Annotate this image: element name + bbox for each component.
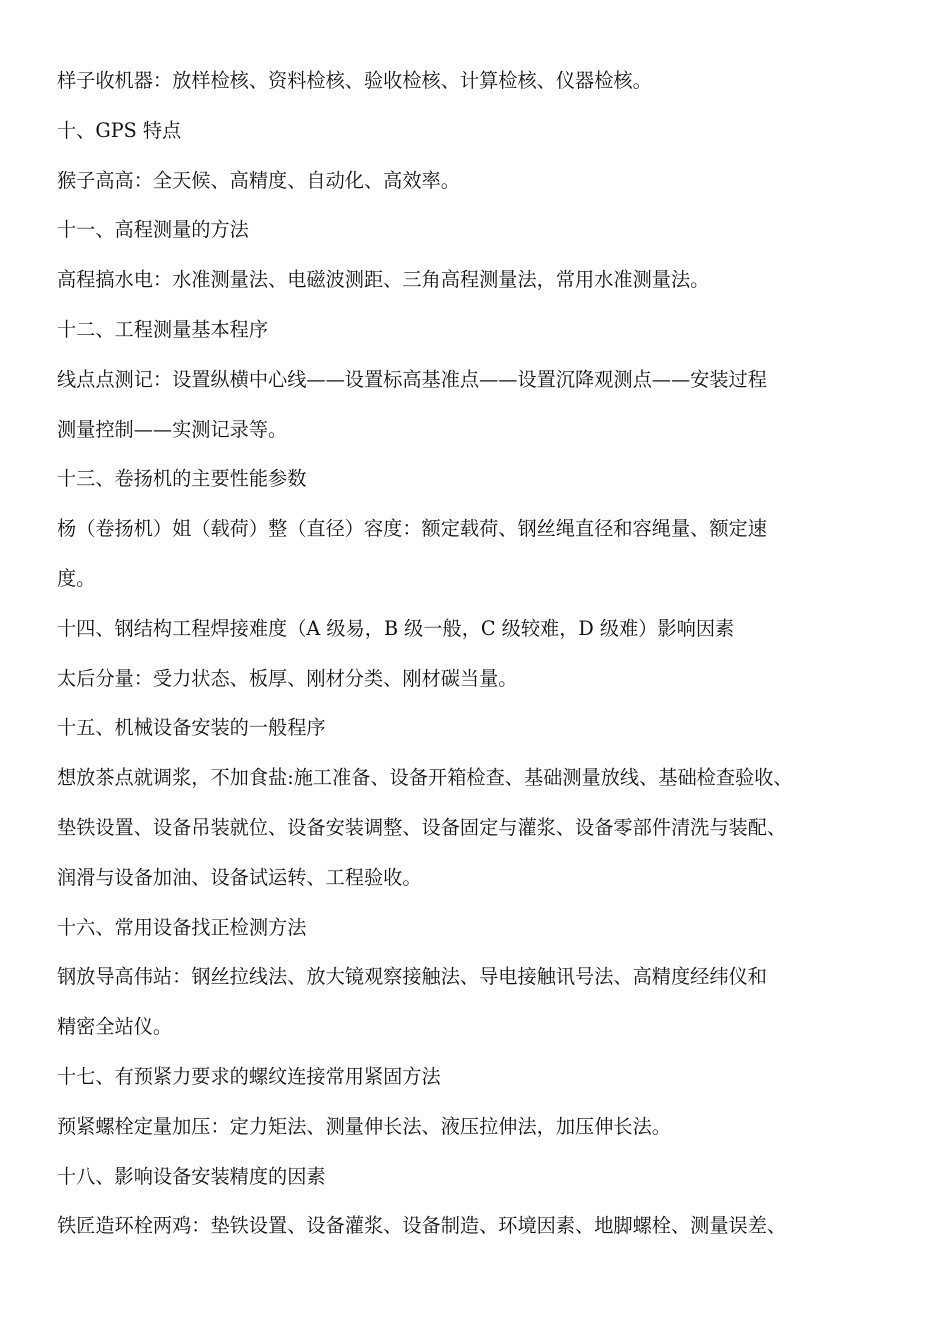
section-heading-gps: 十、GPS 特点	[57, 118, 182, 142]
text-line: 高程搞水电：水准测量法、电磁波测距、三角高程测量法，常用水准测量法。	[57, 268, 710, 292]
text-line: 猴子高高：全天候、高精度、自动化、高效率。	[57, 168, 460, 192]
section-heading-precision-factors: 十八、影响设备安装精度的因素	[57, 1164, 326, 1188]
text-line: 润滑与设备加油、设备试运转、工程验收。	[57, 865, 422, 889]
text-line: 想放茶点就调浆，不加食盐:施工准备、设备开箱检查、基础测量放线、基础检查验收、	[57, 766, 793, 790]
document-page	[57, 56, 902, 1251]
text-line: 样子收机器：放样检核、资料检核、验收检核、计算检核、仪器检核。	[57, 69, 652, 92]
text-line: 线点点测记：设置纵横中心线——设置标高基准点——设置沉降观测点——安装过程	[57, 367, 767, 391]
text-line: 钢放导高伟站：钢丝拉线法、放大镜观察接触法、导电接触讯号法、高精度经纬仪和	[57, 965, 767, 989]
text-line: 太后分量：受力状态、板厚、刚材分类、刚材碳当量。	[57, 666, 518, 690]
section-heading-survey-procedure: 十二、工程测量基本程序	[57, 317, 269, 341]
section-heading-alignment-methods: 十六、常用设备找正检测方法	[57, 915, 307, 939]
text-line: 度。	[57, 566, 96, 590]
section-heading-winch-parameters: 十三、卷扬机的主要性能参数	[57, 467, 307, 491]
text-line: 预紧螺栓定量加压：定力矩法、测量伸长法、液压拉伸法，加压伸长法。	[57, 1114, 671, 1138]
text-line: 垫铁设置、设备吊装就位、设备安装调整、设备固定与灌浆、设备零部件清洗与装配、	[57, 815, 787, 839]
section-heading-fastening-methods: 十七、有预紧力要求的螺纹连接常用紧固方法	[57, 1064, 441, 1088]
text-line: 铁匠造环栓两鸡：垫铁设置、设备灌浆、设备制造、环境因素、地脚螺栓、测量误差、	[57, 1214, 787, 1238]
text-line: 测量控制——实测记录等。	[57, 417, 288, 441]
section-heading-welding-difficulty: 十四、钢结构工程焊接难度（A 级易，B 级一般，C 级较难，D 级难）影响因素	[57, 616, 735, 640]
text-line: 精密全站仪。	[57, 1015, 173, 1039]
section-heading-installation-procedure: 十五、机械设备安装的一般程序	[57, 716, 326, 740]
text-line: 杨（卷扬机）姐（载荷）整（直径）容度：额定载荷、钢丝绳直径和容绳量、额定速	[57, 517, 767, 541]
section-heading-elevation-methods: 十一、高程测量的方法	[57, 218, 249, 242]
